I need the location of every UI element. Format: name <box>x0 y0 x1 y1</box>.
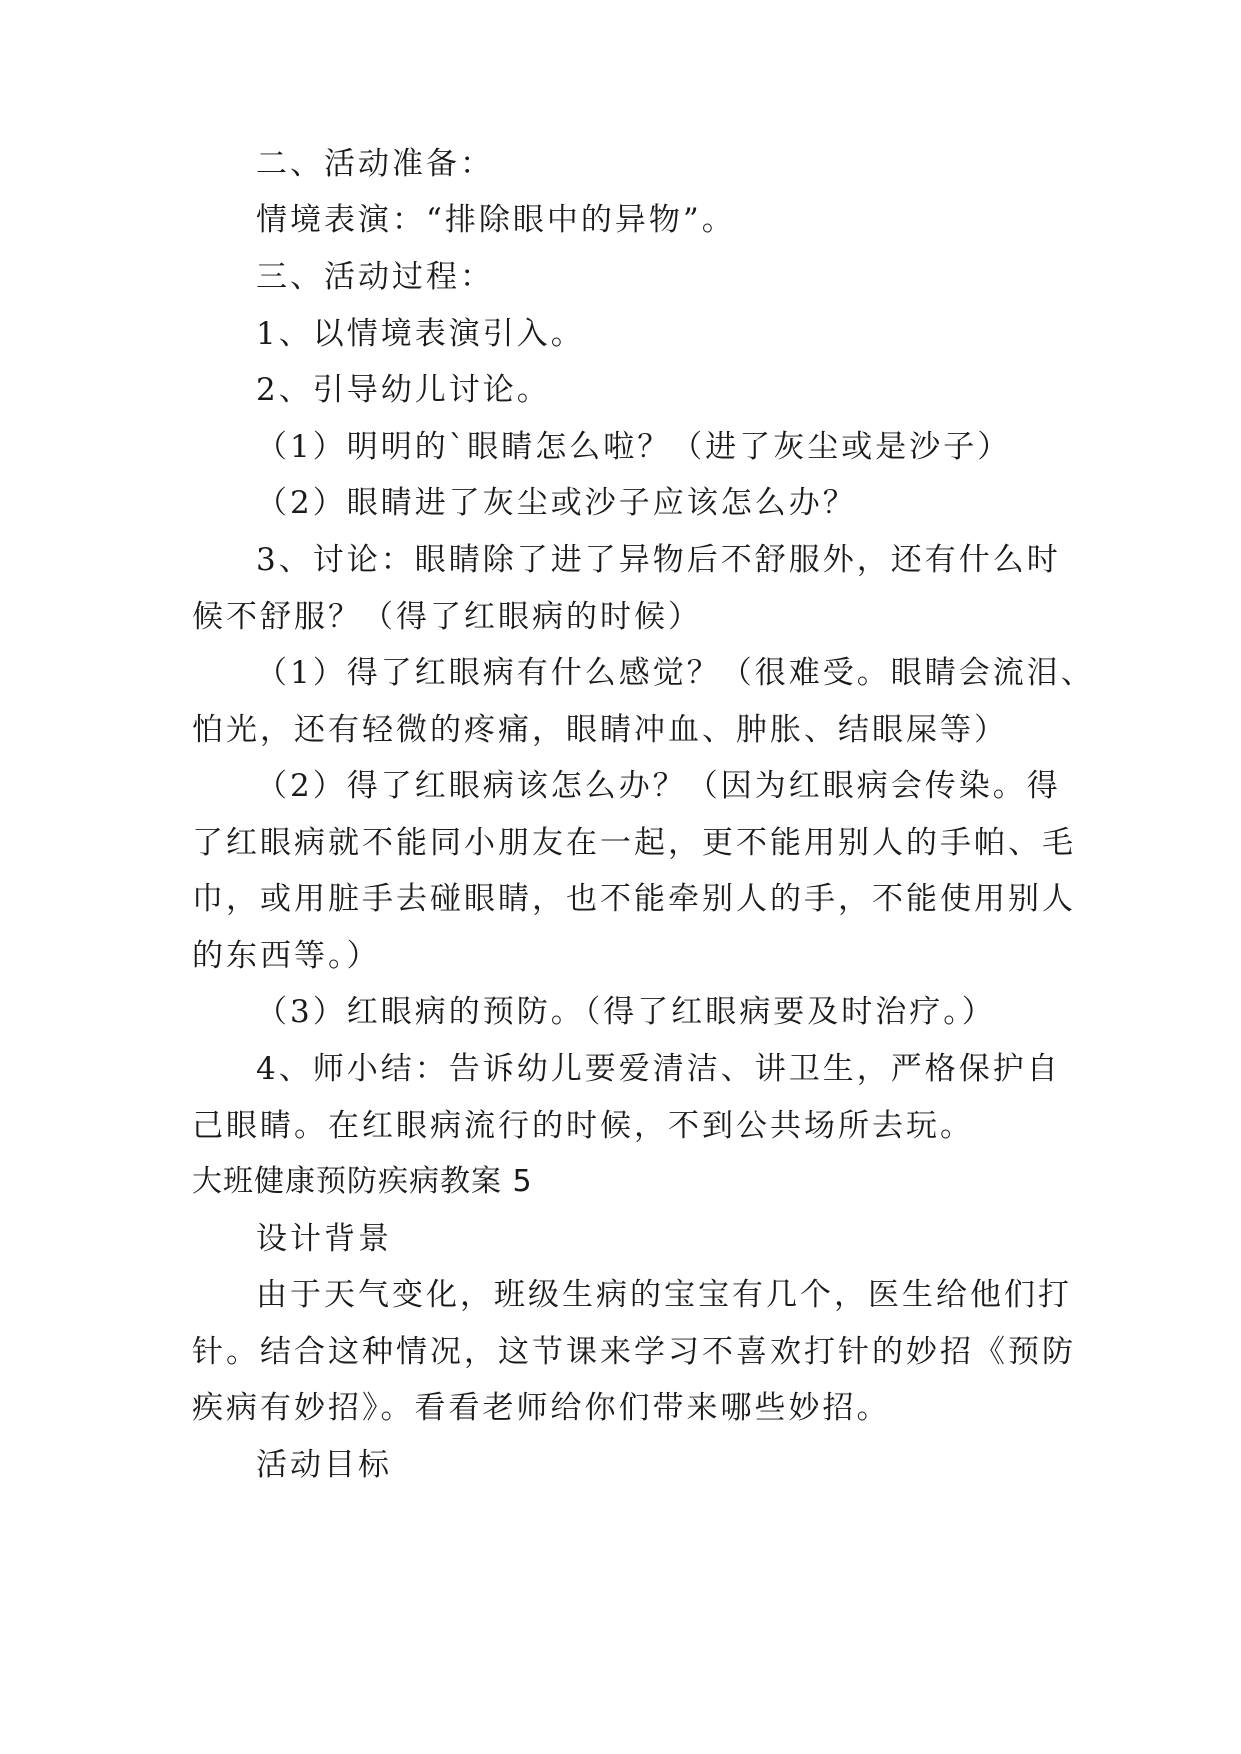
paragraph-redeye-feeling-line-2: 怕光，还有轻微的疼痛，眼睛冲血、肿胀、结眼屎等） <box>192 712 1008 748</box>
paragraph-background-line-2: 针。结合这种情况，这节课来学习不喜欢打针的妙招《预防 <box>192 1334 1076 1370</box>
heading-activity-process: 三、活动过程： <box>256 259 494 295</box>
paragraph-redeye-prevention: （3）红眼病的预防。（得了红眼病要及时治疗。） <box>256 994 996 1030</box>
paragraph-step-3-line-1: 3、讨论：眼睛除了进了异物后不舒服外，还有什么时 <box>256 542 1061 578</box>
paragraph-question-2: （2）眼睛进了灰尘或沙子应该怎么办？ <box>256 485 857 521</box>
paragraph-redeye-action-line-2: 了红眼病就不能同小朋友在一起，更不能用别人的手帕、毛 <box>192 825 1076 861</box>
heading-activity-preparation: 二、活动准备： <box>256 146 494 182</box>
paragraph-redeye-feeling-line-1: （1）得了红眼病有什么感觉？（很难受。眼睛会流泪、 <box>256 655 1095 691</box>
paragraph-background-line-1: 由于天气变化，班级生病的宝宝有几个，医生给他们打 <box>256 1277 1072 1313</box>
section-title: 大班健康预防疾病教案 5 <box>192 1164 533 1199</box>
paragraph-question-1: （1）明明的`眼睛怎么啦？（进了灰尘或是沙子） <box>256 429 1012 465</box>
heading-design-background: 设计背景 <box>256 1221 392 1257</box>
paragraph-summary-line-1: 4、师小结：告诉幼儿要爱清洁、讲卫生，严格保护自 <box>256 1051 1061 1087</box>
paragraph-step-1: 1、以情境表演引入。 <box>256 316 585 352</box>
paragraph-summary-line-2: 己眼睛。在红眼病流行的时候，不到公共场所去玩。 <box>192 1108 974 1144</box>
paragraph-step-3-line-2: 候不舒服？（得了红眼病的时候） <box>192 599 702 635</box>
paragraph-redeye-action-line-4: 的东西等。） <box>192 938 381 974</box>
heading-activity-goals: 活动目标 <box>256 1447 392 1483</box>
paragraph-redeye-action-line-3: 巾，或用脏手去碰眼睛，也不能牵别人的手，不能使用别人 <box>192 881 1076 917</box>
paragraph-step-2: 2、引导幼儿讨论。 <box>256 372 551 408</box>
paragraph-background-line-3: 疾病有妙招》。看看老师给你们带来哪些妙招。 <box>192 1390 891 1426</box>
paragraph-redeye-action-line-1: （2）得了红眼病该怎么办？（因为红眼病会传染。得 <box>256 768 1061 804</box>
paragraph-scenario-performance: 情境表演：“排除眼中的异物”。 <box>256 202 736 238</box>
